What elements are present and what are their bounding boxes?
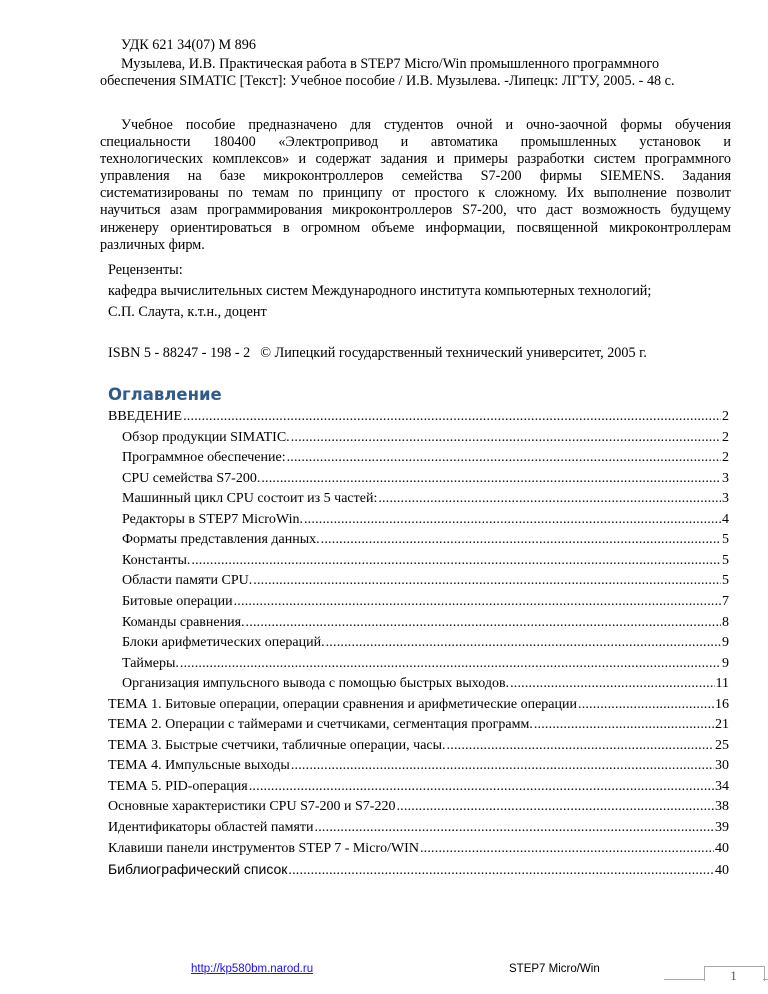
toc-leader-dots [578, 697, 714, 713]
copyright-text: © Липецкий государственный технический университет, 2005 г. [260, 345, 647, 361]
toc-entry-label: Команды сравнения. [122, 614, 245, 630]
toc-leader-dots [291, 430, 721, 446]
toc-leader-dots [234, 594, 721, 610]
toc-entry[interactable] [122, 676, 729, 692]
page-number: 1 [730, 968, 737, 983]
toc-entry[interactable] [122, 553, 729, 569]
toc-entry[interactable] [108, 697, 729, 713]
toc-leader-dots [183, 409, 721, 425]
toc-entry-label: Форматы представления данных. [122, 532, 320, 548]
toc-entry-page: 4 [722, 511, 729, 527]
footer-link[interactable]: http://kp580bm.narod.ru [191, 963, 314, 975]
toc-leader-dots [420, 841, 714, 857]
toc-entry[interactable] [108, 861, 729, 879]
toc-leader-dots [510, 676, 714, 692]
toc-leader-dots [291, 758, 714, 774]
footer-doc-title: STEP7 Micro/Win [509, 963, 600, 975]
toc-title: Оглавление [108, 385, 222, 404]
toc-entry-label: Основные характеристики CPU S7-200 и S7-220 [108, 799, 396, 815]
toc-entry-label: ТЕМА 2. Операции с таймерами и счетчиками, сегментация программ. [108, 717, 533, 733]
toc-entry[interactable] [108, 779, 729, 795]
toc-entry[interactable] [122, 615, 729, 631]
toc-leader-dots [261, 471, 721, 487]
toc-entry[interactable] [122, 491, 729, 507]
toc-entry-page: 7 [722, 593, 729, 609]
abstract-line: различных фирм. [100, 236, 205, 253]
toc-entry[interactable] [108, 841, 729, 857]
toc-entry-page: 38 [715, 799, 729, 815]
abstract-line: научиться азам программирования микроконтроллеров S7-200, что даст возможность будущему [100, 202, 731, 219]
toc-entry-label: Программное обеспечение: [122, 450, 286, 466]
toc-entry[interactable] [108, 820, 729, 836]
toc-entry[interactable] [122, 635, 729, 651]
toc-leader-dots [180, 656, 721, 672]
citation-line-1: Музылева, И.В. Практическая работа в STEP7 Micro/Win промышленного программного [121, 56, 660, 72]
toc-entry-page: 2 [722, 409, 729, 424]
toc-entry-page: 2 [722, 450, 729, 466]
toc-entry-page: 21 [715, 717, 729, 733]
reviewer-1: кафедра вычислительных систем Международного института компьютерных технологий; [108, 283, 652, 299]
toc-entry-page: 5 [722, 552, 729, 568]
toc-entry-label: Идентификаторы областей памяти [108, 820, 314, 835]
toc-entry-page: 3 [722, 470, 729, 486]
toc-entry-page: 2 [722, 429, 729, 445]
toc-entry[interactable] [122, 573, 729, 589]
toc-entry-page: 40 [715, 840, 729, 856]
abstract-line: технологических комплексов» и содержат задания и примеры разработки систем программного [100, 151, 731, 168]
toc-leader-dots [534, 717, 714, 733]
citation-line-2: обеспечения SIMATIC [Текст]: Учебное пособие / И.В. Музылева. -Липецк: ЛГТУ, 2005. - 48 с. [100, 73, 675, 89]
toc-entry-page: 30 [715, 758, 729, 774]
toc-entry-page: 5 [722, 573, 729, 589]
toc-entry-label: Таймеры. [122, 655, 179, 671]
page-number-rule-left [664, 979, 704, 980]
toc-entry-label: CPU семейства S7-200. [122, 470, 261, 486]
toc-entry[interactable] [108, 717, 729, 733]
toc-entry[interactable] [122, 450, 729, 466]
toc-entry[interactable] [108, 409, 729, 425]
toc-leader-dots [288, 863, 714, 879]
toc-leader-dots [304, 512, 721, 528]
toc-entry-page: 11 [715, 676, 729, 692]
toc-entry-label: Организация импульсного вывода с помощью быстрых выходов. [122, 676, 510, 692]
toc-leader-dots [326, 635, 721, 651]
toc-entry-label: ТЕМА 4. Импульсные выходы [108, 758, 290, 774]
toc-entry-label: Обзор продукции SIMATIC. [122, 429, 290, 445]
abstract-line: инженеру ориентироваться в огромном объеме информации, посвященной микроконтроллерам [100, 219, 731, 236]
toc-entry-page: 8 [722, 614, 729, 630]
toc-entry-label: ТЕМА 1. Битовые операции, операции сравнения и арифметические операции [108, 696, 577, 712]
toc-entry-page: 39 [715, 820, 729, 835]
toc-entry-label: Библиографический список [108, 861, 288, 878]
toc-entry-label: ТЕМА 3. Быстрые счетчики, табличные операции, часы. [108, 737, 446, 753]
toc-entry[interactable] [122, 656, 729, 672]
toc-entry-page: 9 [722, 655, 729, 671]
toc-entry[interactable] [108, 738, 729, 754]
page-number-rule-right [763, 979, 768, 980]
toc-leader-dots [315, 820, 714, 836]
toc-entry-page: 25 [715, 737, 729, 753]
toc-leader-dots [287, 450, 721, 466]
reviewer-2: С.П. Слаута, к.т.н., доцент [108, 304, 267, 320]
toc-entry[interactable] [122, 512, 729, 528]
abstract-paragraph [100, 117, 731, 254]
toc-leader-dots [246, 615, 721, 631]
abstract-line: управления на базе микроконтроллеров семейства S7-200 фирмы SIEMENS. Задания [100, 168, 731, 185]
abstract-line: систематизированы по темам по принципу от простого к сложному. Их выполнение позволит [100, 185, 731, 202]
toc-entry-page: 40 [715, 863, 729, 879]
toc-entry-label: ТЕМА 5. PID-операция [108, 778, 248, 794]
toc-entry-label: ВВЕДЕНИЕ [108, 409, 183, 424]
toc-entry-label: Клавиши панели инструментов STEP 7 - Micro/WIN [108, 840, 419, 856]
abstract-line: Учебное пособие предназначено для студентов очной и очно-заочной формы обучения [121, 117, 731, 133]
udk-code: УДК 621 34(07) М 896 [121, 37, 256, 53]
toc-entry-page: 34 [715, 778, 729, 794]
toc-entry-page: 5 [722, 532, 729, 548]
toc-entry-label: Редакторы в STEP7 MicroWin. [122, 511, 303, 527]
toc-entry-label: Области памяти CPU. [122, 573, 253, 589]
toc-leader-dots [253, 573, 721, 589]
toc-leader-dots [191, 553, 721, 569]
isbn-line [108, 345, 647, 362]
toc-entry-label: Машинный цикл CPU состоит из 5 частей: [122, 491, 378, 507]
toc-entry-page: 9 [722, 635, 729, 651]
toc-entry[interactable] [108, 758, 729, 774]
isbn-number: ISBN 5 - 88247 - 198 - 2 [108, 345, 251, 361]
toc-entry-label: Блоки арифметических операций. [122, 635, 325, 651]
toc-leader-dots [321, 532, 721, 548]
toc-entry[interactable] [122, 594, 729, 610]
toc-leader-dots [378, 491, 721, 507]
toc-entry-label: Константы. [122, 552, 191, 568]
toc-entry[interactable] [122, 471, 729, 487]
toc-entry[interactable] [122, 532, 729, 548]
toc-leader-dots [396, 799, 714, 815]
abstract-line: специальности 180400 «Электропривод и автоматика промышленных установок и [100, 134, 731, 151]
toc-entry-page: 16 [715, 696, 729, 712]
toc-entry[interactable] [108, 799, 729, 815]
toc-leader-dots [249, 779, 714, 795]
toc-leader-dots [447, 738, 714, 754]
reviewers-label: Рецензенты: [108, 262, 183, 278]
toc-entry-page: 3 [722, 491, 729, 507]
toc-entry[interactable] [122, 430, 729, 446]
toc-entry-label: Битовые операции [122, 593, 233, 609]
